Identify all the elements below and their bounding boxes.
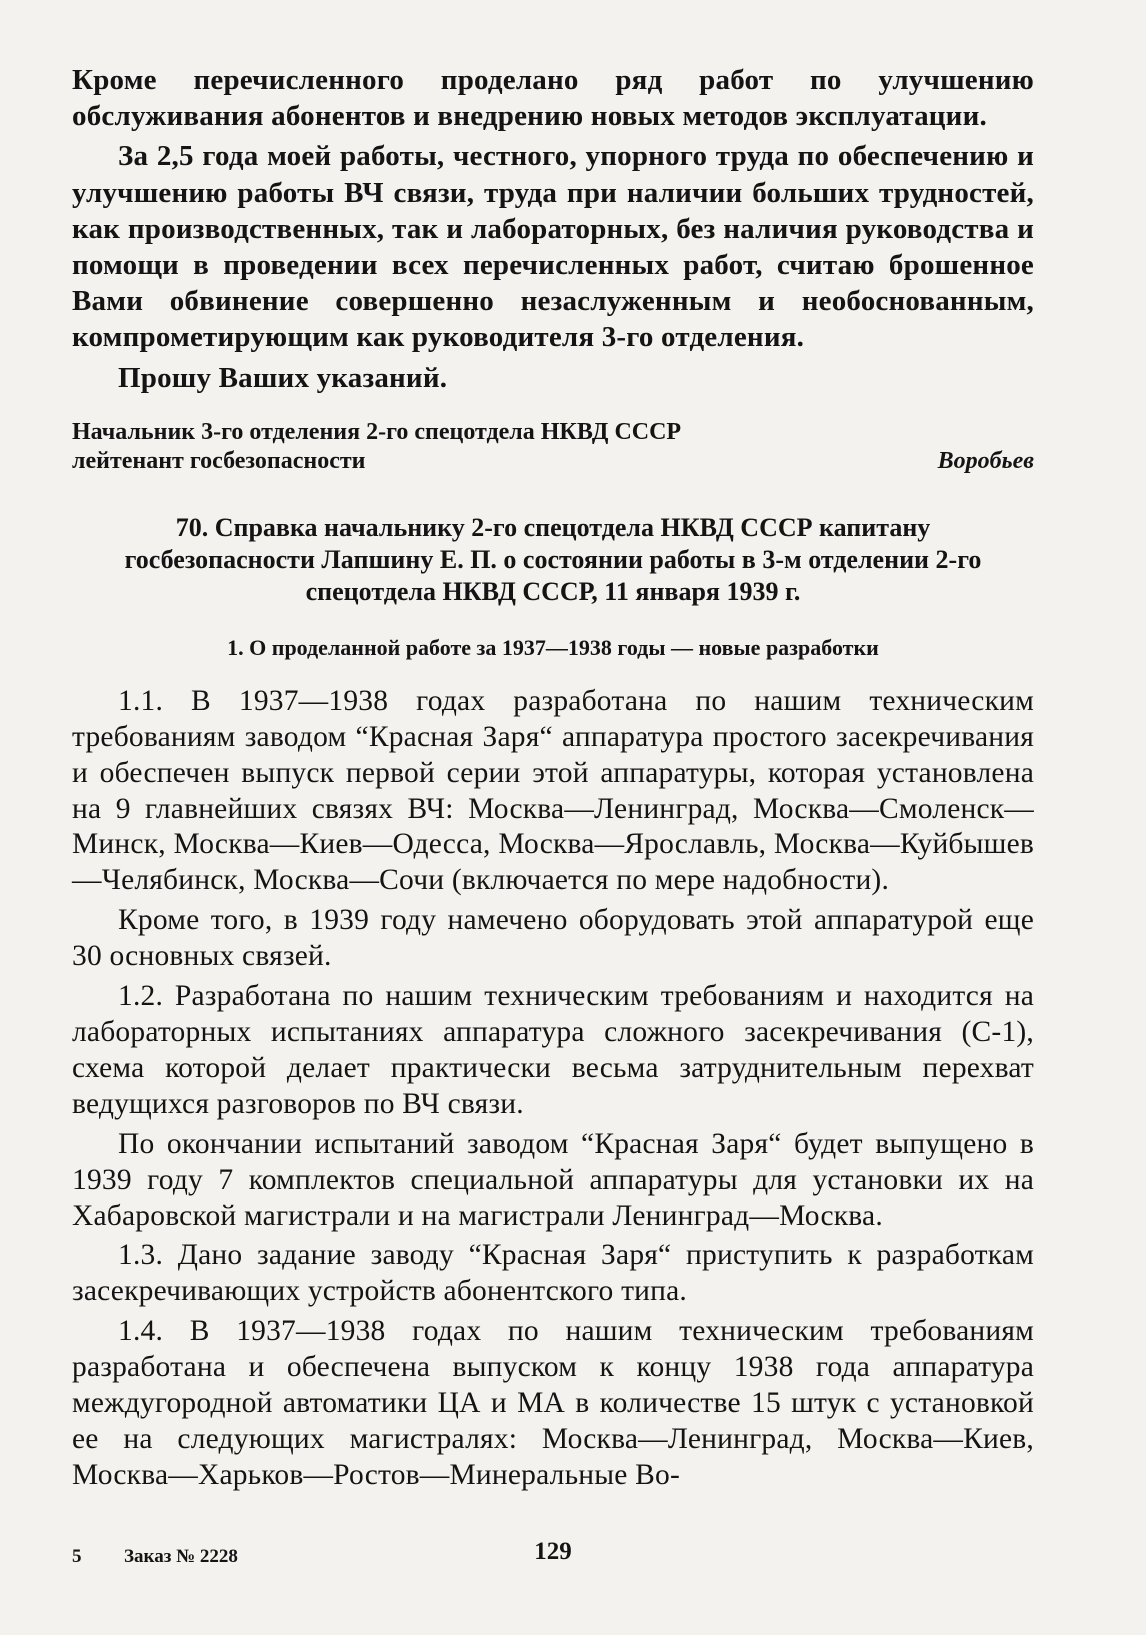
page-footer (72, 1538, 1034, 1578)
document-paragraph-5: 1.3. Дано задание заводу “Красная Заря“ приступить к разработкам засекречивающих устройств абонентского типа. (72, 1239, 1034, 1308)
signature-name: Воробьев (937, 447, 1034, 474)
signature-block (72, 418, 1034, 476)
letter-paragraph-3: Прошу Ваших указаний. (118, 361, 448, 394)
signature-position: Начальник 3-го отделения 2-го спецотдела НКВД СССР (72, 418, 682, 445)
document-paragraph-2: Кроме того, в 1939 году намечено оборудовать этой аппаратурой еще 30 основных связей. (72, 904, 1034, 973)
print-order: Заказ № 2228 (124, 1546, 238, 1567)
document-title: 70. Справка начальнику 2-го спецотдела НКВД СССР капитану госбезопасности Лапшину Е. П. о состоянии работы в 3-м отделении 2-го спецотдела НКВД СССР, 11 января 1939 г. (124, 512, 982, 606)
document-paragraph-4: По окончании испытаний заводом “Красная Заря“ будет выпущено в 1939 году 7 комплектов специальной аппаратуры для установки их на Хабаровской магистрали и на магистрали Ленинград—Москва. (72, 1127, 1034, 1232)
letter-paragraph-2: За 2,5 года моей работы, честного, упорного труда по обеспечению и улучшению работы ВЧ связи, труда при наличии больших трудностей, как производственных, так и лабораторных, без наличия руководства и помощи в проведении всех перечисленных работ, считаю брошенное Вами обвинение совершенно незаслуженным и необоснованным, компрометирующим как руководителя 3-го отделения. (72, 140, 1034, 354)
signature-rank: лейтенант госбезопасности (72, 447, 366, 474)
letter-ending (72, 62, 1034, 476)
letter-paragraph-1: Кроме перечисленного проделано ряд работ по улучшению обслуживания абонентов и внедрению новых методов эксплуатации. (72, 64, 1034, 133)
page-number: 129 (534, 1538, 572, 1565)
document-body (72, 684, 1034, 1494)
document-paragraph-6: 1.4. В 1937—1938 годах по нашим техническим требованиям разработана и обеспечена выпуском к концу 1938 года аппаратура междугородной автоматики ЦА и МА в количестве 15 штук с установкой ее на следующих магистралях: Москва—Ленинград, Москва—Киев, Москва—Харьков—Ростов—Минеральные Во- (72, 1315, 1034, 1491)
signature-row (72, 447, 1034, 476)
section-heading: 1. О проделанной работе за 1937—1938 годы — новые разработки (227, 634, 879, 660)
document-paragraph-3: 1.2. Разработана по нашим техническим требованиям и находится на лабораторных испытаниях аппаратура сложного засекречивания (С-1), схема которой делает практически весьма затруднительным перехват ведущихся разговоров по ВЧ связи. (72, 980, 1034, 1120)
page-content (72, 62, 1034, 1494)
document-paragraph-1: 1.1. В 1937—1938 годах разработана по нашим техническим требованиям заводом “Красная Заря“ аппаратура простого засекречивания и обеспечен выпуск первой серии этой аппаратуры, которая установлена на 9 главнейших связях ВЧ: Москва—Ленинград, Москва—Смоленск—Минск, Москва—Киев—Одесса, Москва—Ярославль, Москва—Куйбышев—Челябинск, Москва—Сочи (включается по мере надобности). (72, 684, 1034, 897)
sheet-number: 5 (72, 1546, 82, 1567)
